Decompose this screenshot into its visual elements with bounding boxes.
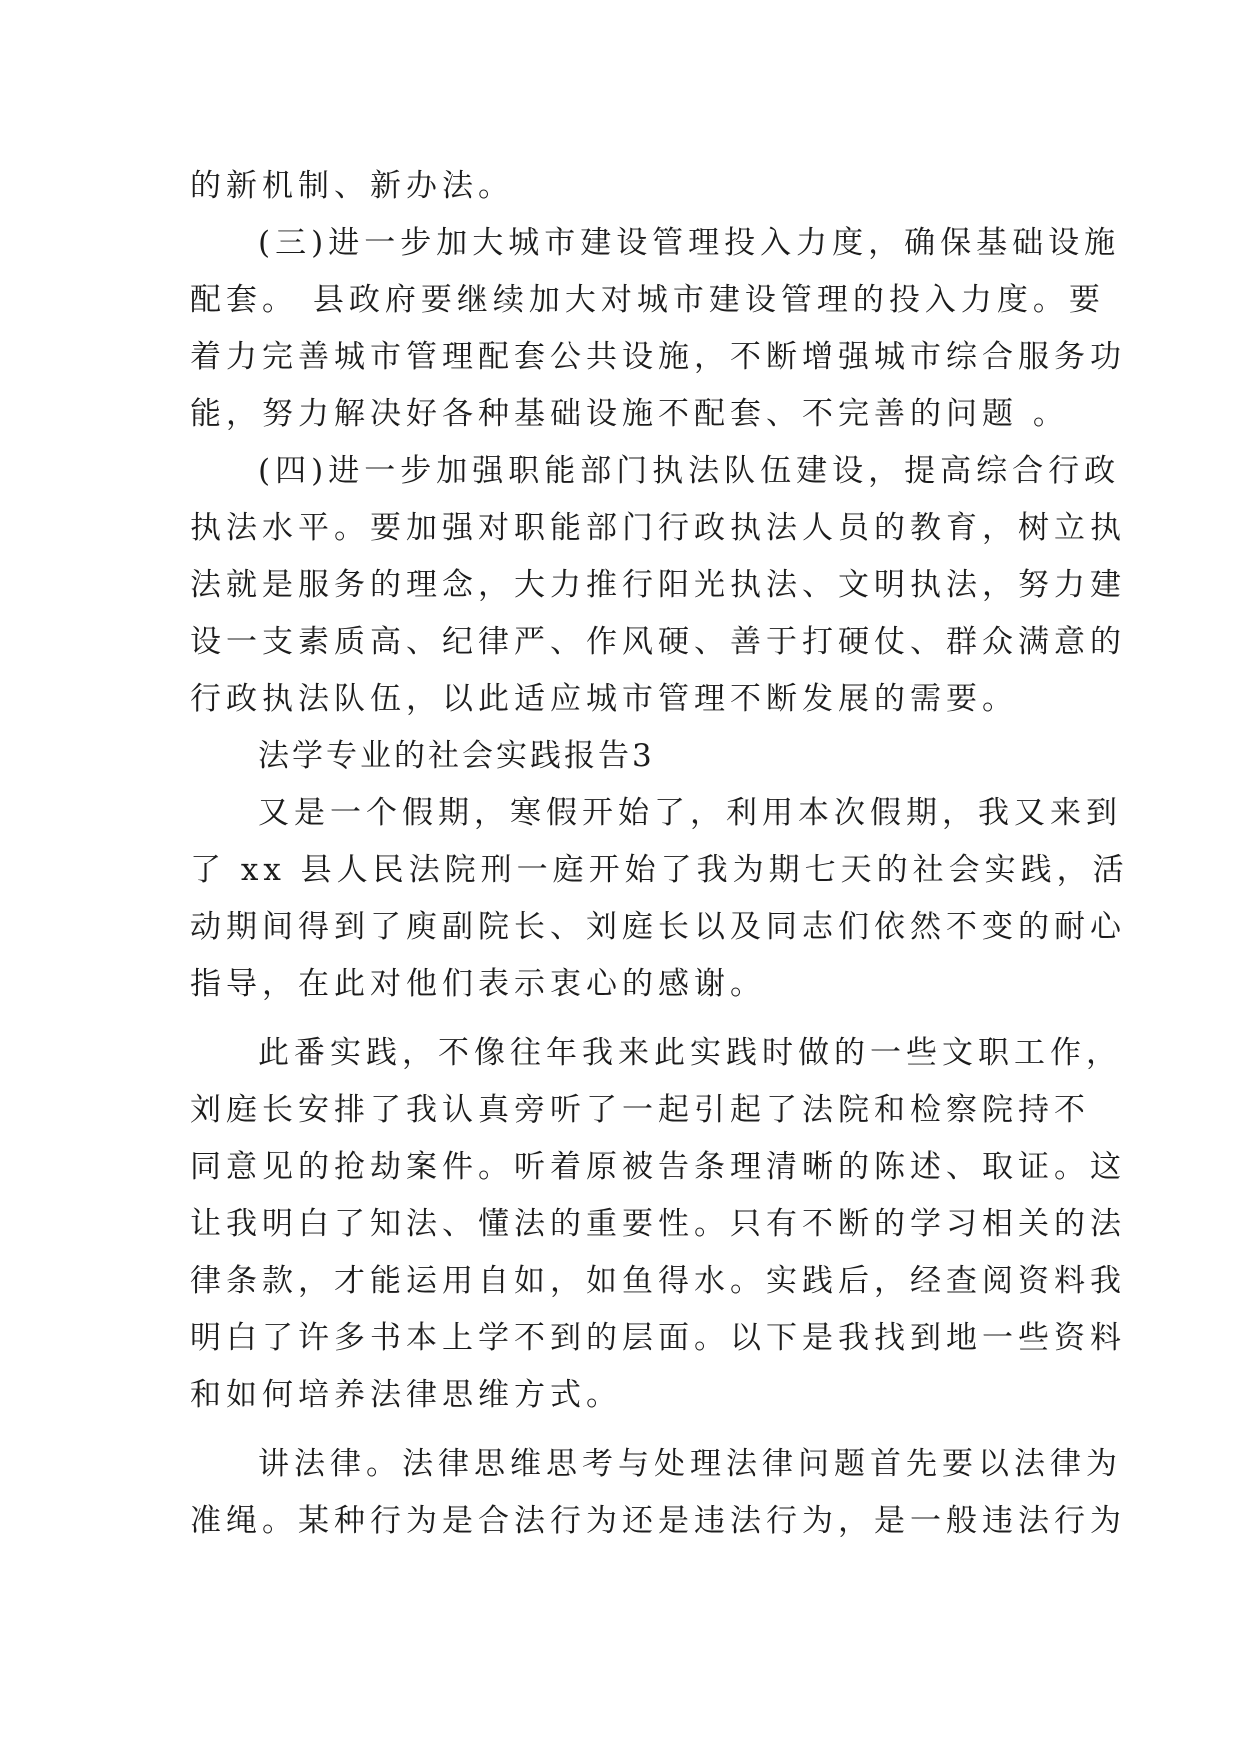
text-line: 指导，在此对他们表示衷心的感谢。 (190, 966, 766, 1002)
text-line: 执法水平。要加强对职能部门行政执法人员的教育，树立执 (190, 510, 1126, 546)
text-line: 刘庭长安排了我认真旁听了一起引起了法院和检察院持不 (190, 1092, 1090, 1128)
section-heading-3: (三)进一步加大城市建设管理投入力度，确保基础设施 (258, 225, 1121, 261)
text-line: 着力完善城市管理配套公共设施，不断增强城市综合服务功 (190, 339, 1126, 375)
text-line: 法就是服务的理念，大力推行阳光执法、文明执法，努力建 (190, 567, 1126, 603)
text-line: 了 xx 县人民法院刑一庭开始了我为期七天的社会实践，活 (190, 852, 1129, 888)
text-line: 同意见的抢劫案件。听着原被告条理清晰的陈述、取证。这 (190, 1149, 1126, 1185)
document-body (190, 158, 1129, 1550)
text-line: 的新机制、新办法。 (190, 168, 514, 204)
text-line: 能，努力解决好各种基础设施不配套、不完善的问题 。 (190, 396, 1069, 432)
section-heading-4: (四)进一步加强职能部门执法队伍建设，提高综合行政 (258, 453, 1121, 489)
text-line: 准绳。某种行为是合法行为还是违法行为，是一般违法行为 (190, 1503, 1126, 1539)
text-line: 律条款，才能运用自如，如鱼得水。实践后，经查阅资料我 (190, 1263, 1126, 1299)
text-line: 配套。 县政府要继续加大对城市建设管理的投入力度。要 (190, 282, 1105, 318)
text-line: 设一支素质高、纪律严、作风硬、善于打硬仗、群众满意的 (190, 624, 1126, 660)
paragraph-start: 此番实践，不像往年我来此实践时做的一些文职工作， (258, 1035, 1122, 1071)
text-line: 让我明白了知法、懂法的重要性。只有不断的学习相关的法 (190, 1206, 1126, 1242)
paragraph-start: 讲法律。法律思维思考与处理法律问题首先要以法律为 (258, 1446, 1122, 1482)
text-line: 和如何培养法律思维方式。 (190, 1377, 622, 1413)
text-line: 行政执法队伍，以此适应城市管理不断发展的需要。 (190, 681, 1018, 717)
text-line: 明白了许多书本上学不到的层面。以下是我找到地一些资料 (190, 1320, 1126, 1356)
text-line: 动期间得到了庾副院长、刘庭长以及同志们依然不变的耐心 (190, 909, 1126, 945)
report-title: 法学专业的社会实践报告3 (258, 738, 655, 774)
paragraph-start: 又是一个假期，寒假开始了，利用本次假期，我又来到 (258, 795, 1122, 831)
